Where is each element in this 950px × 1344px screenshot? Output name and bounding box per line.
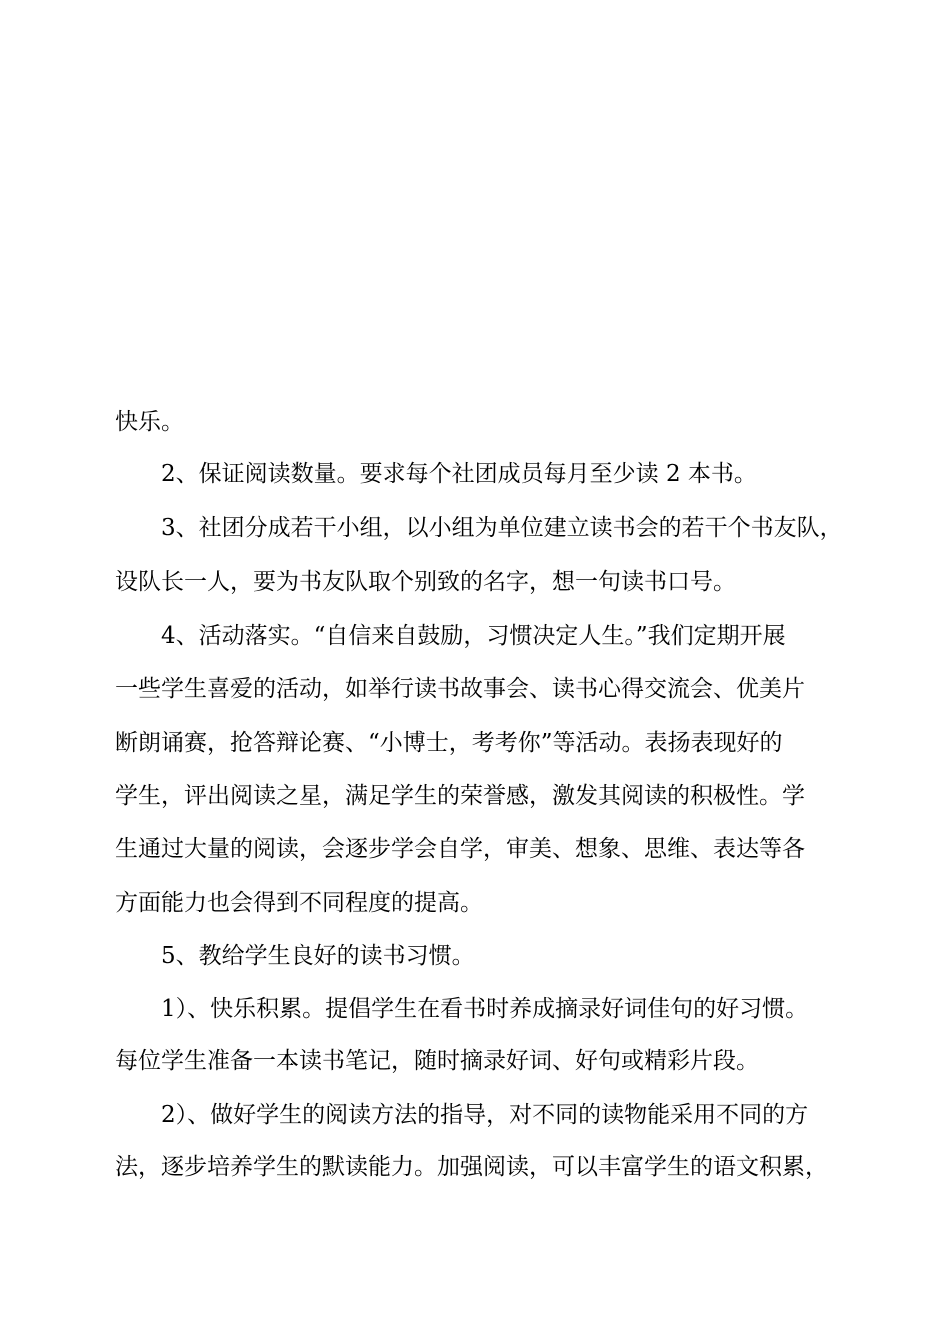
text-line-9: 生通过大量的阅读，会逐步学会自学，审美、想象、思维、表达等各 [115,836,805,862]
text-line-4: 设队长一人，要为书友队取个别致的名字，想一句读书口号。 [115,569,736,595]
text-line-1: 快乐。 [115,409,184,435]
text-line-3: 3、社团分成若干小组，以小组为单位建立读书会的若干个书友队， [161,515,843,541]
text-line-7: 断朗诵赛，抢答辩论赛、“小博士，考考你”等活动。表扬表现好的 [115,730,783,756]
text-line-5: 4、活动落实。“自信来自鼓励，习惯决定人生。”我们定期开展 [161,623,786,649]
text-line-10: 方面能力也会得到不同程度的提高。 [115,890,483,916]
text-line-2: 2、保证阅读数量。要求每个社团成员每月至少读 2 本书。 [161,461,757,487]
text-line-8: 学生，评出阅读之星，满足学生的荣誉感，激发其阅读的积极性。学 [115,783,805,809]
text-line-14: 2）、做好学生的阅读方法的指导，对不同的读物能采用不同的方 [161,1102,809,1128]
text-line-13: 每位学生准备一本读书笔记，随时摘录好词、好句或精彩片段。 [115,1048,759,1074]
text-line-6: 一些学生喜爱的活动，如举行读书故事会、读书心得交流会、优美片 [115,676,805,702]
text-line-11: 5、教给学生良好的读书习惯。 [161,943,475,969]
text-line-12: 1）、快乐积累。提倡学生在看书时养成摘录好词佳句的好习惯。 [161,996,809,1022]
text-line-15: 法，逐步培养学生的默读能力。加强阅读，可以丰富学生的语文积累， [115,1154,828,1180]
